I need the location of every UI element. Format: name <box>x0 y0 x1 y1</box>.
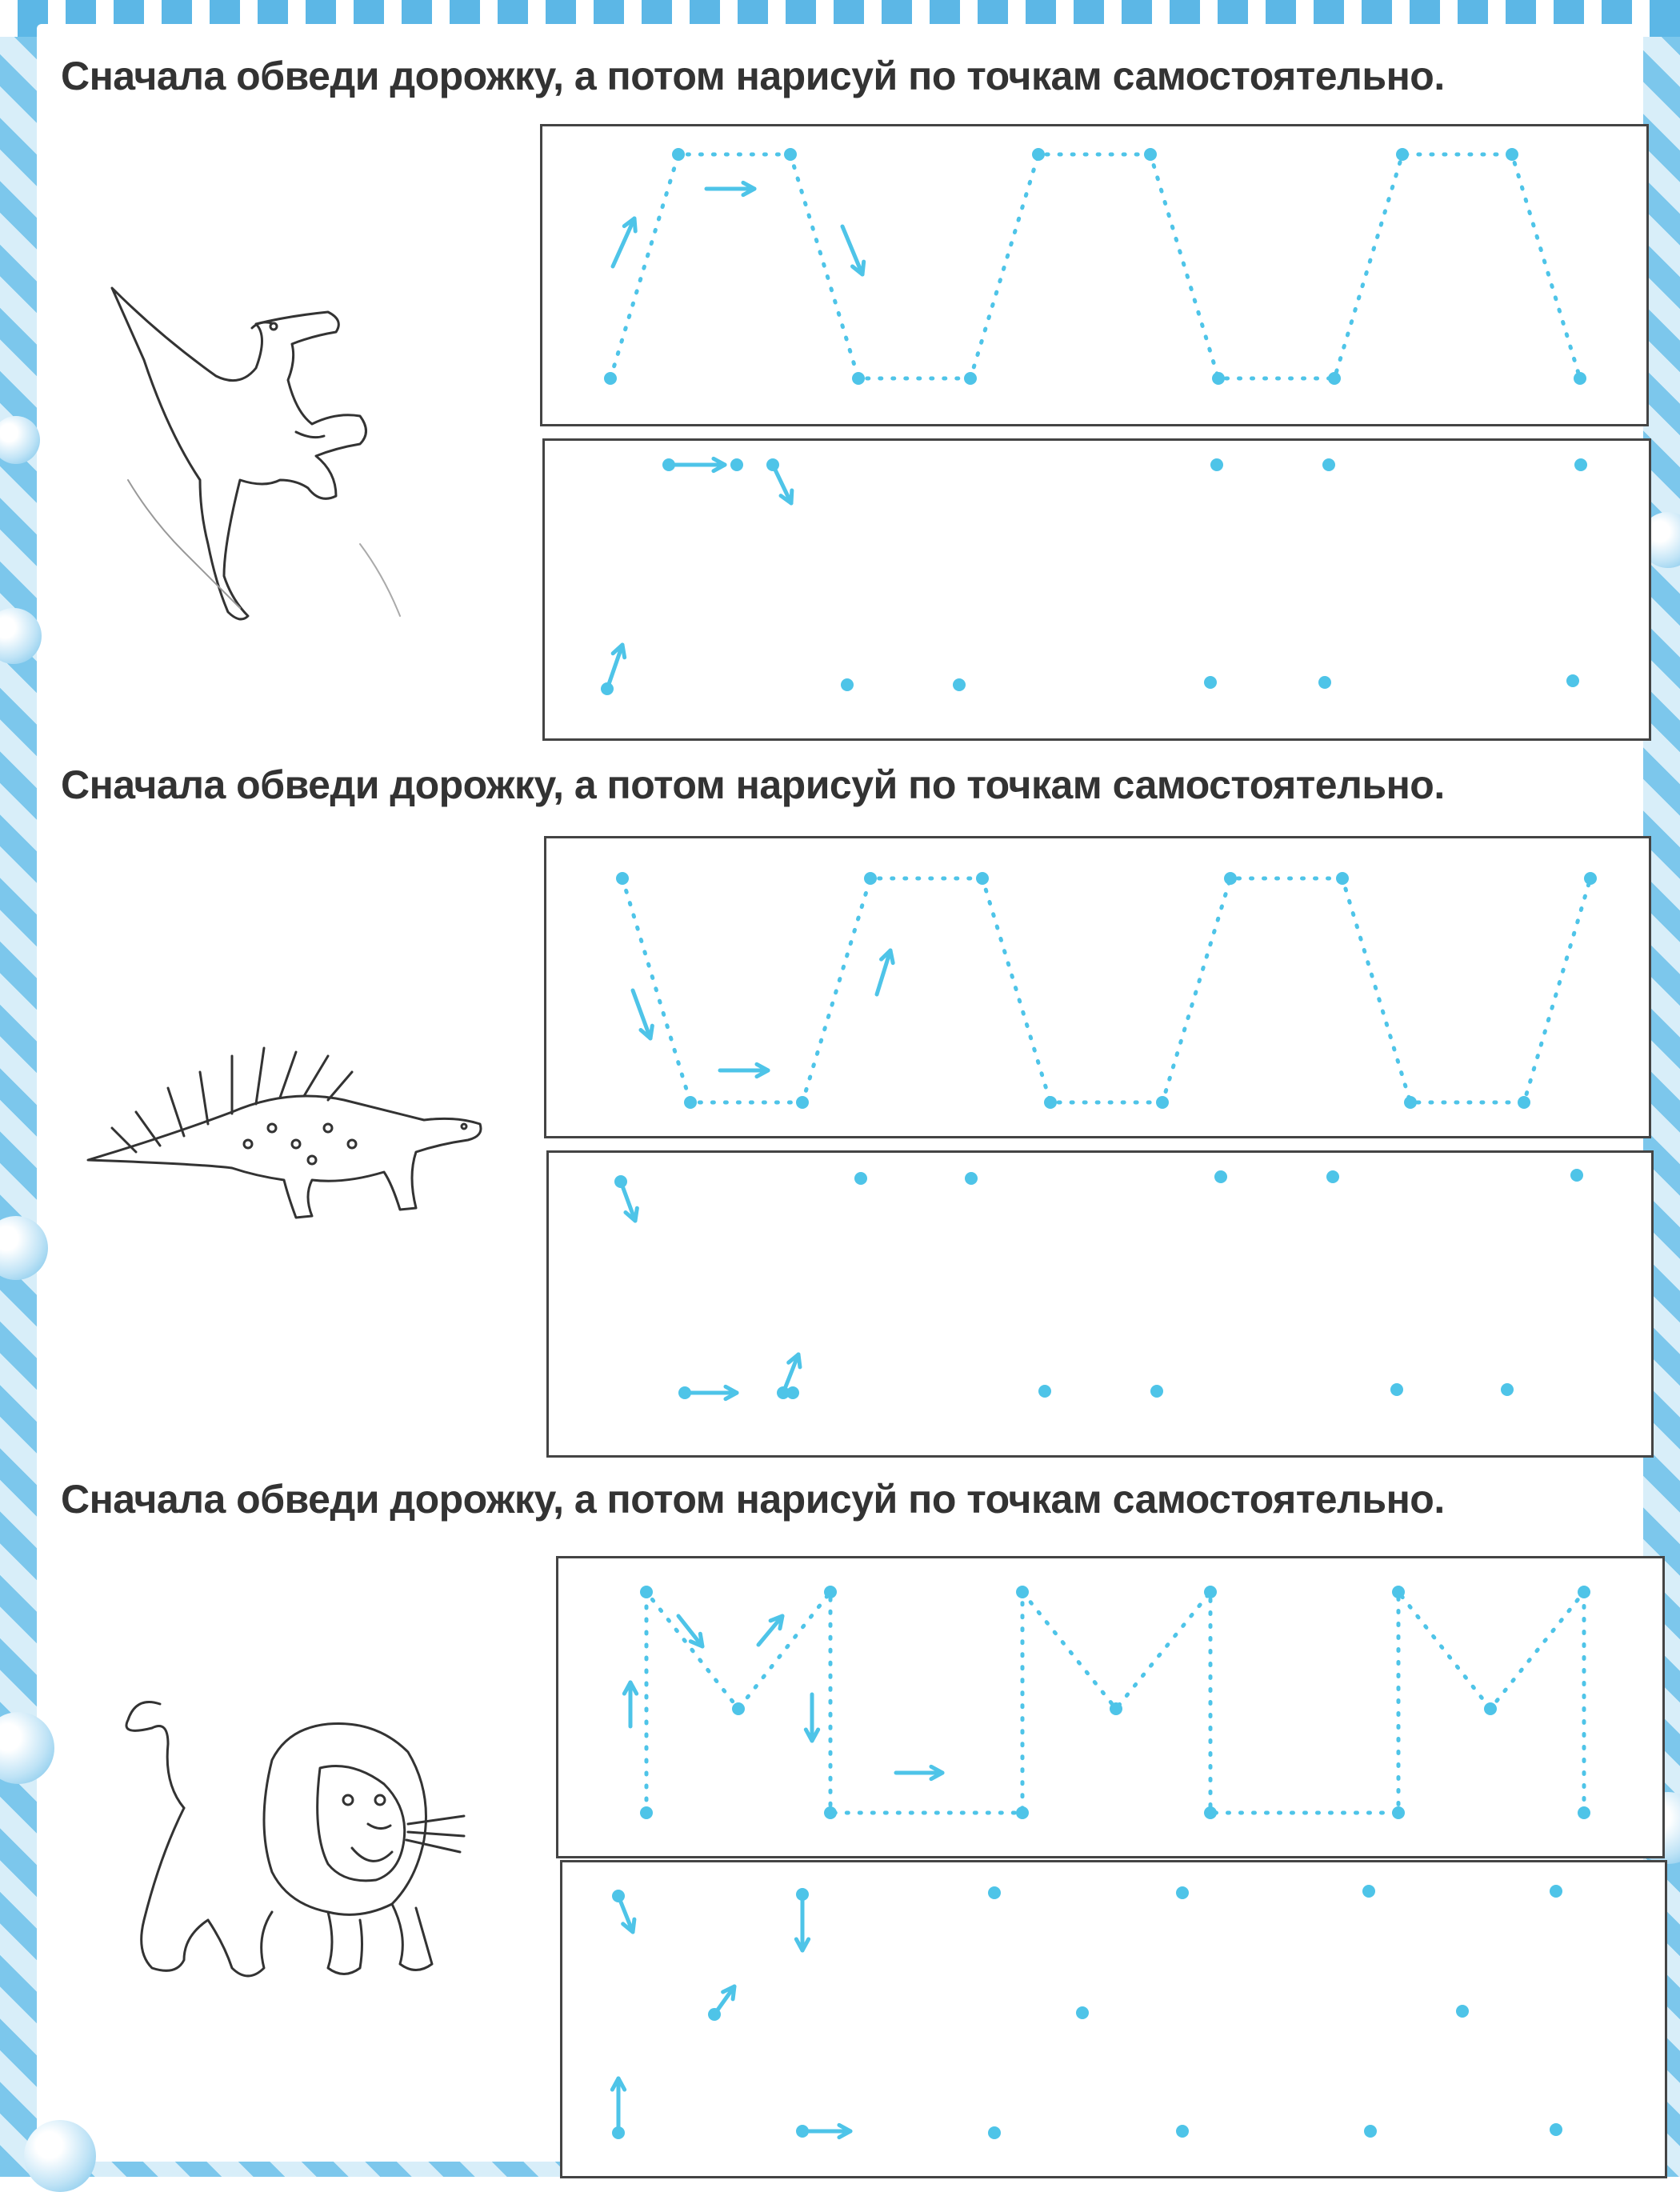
guide-dot <box>1318 676 1331 689</box>
guide-dot <box>1044 1096 1057 1109</box>
trace-panel-1[interactable] <box>540 124 1649 426</box>
guide-dot <box>852 372 865 385</box>
guide-dot <box>784 148 797 161</box>
guide-dot <box>988 2126 1001 2139</box>
instruction-text: Сначала обведи дорожку, а потом нарисуй по точкам самостоятельно. <box>61 762 1445 807</box>
guide-dot <box>732 1702 745 1715</box>
guide-dot <box>1570 1169 1583 1182</box>
guide-dot <box>1016 1806 1029 1819</box>
raptor-illustration <box>96 240 448 656</box>
guide-dot <box>854 1172 867 1185</box>
lion-illustration <box>88 1680 536 2000</box>
guide-dot <box>1204 1586 1217 1598</box>
guide-dot <box>1578 1806 1590 1819</box>
guide-dot <box>1328 372 1341 385</box>
practice-panel-3[interactable] <box>560 1860 1667 2178</box>
guide-dot <box>1224 872 1237 885</box>
guide-dot <box>1156 1096 1169 1109</box>
guide-dot <box>824 1586 837 1598</box>
trace-panel-3[interactable] <box>556 1556 1665 1858</box>
guide-dot <box>953 678 966 691</box>
guide-dot <box>1150 1385 1163 1398</box>
instruction-text: Сначала обведи дорожку, а потом нарисуй по точкам самостоятельно. <box>61 1477 1445 1522</box>
practice-panel-2[interactable] <box>546 1150 1654 1458</box>
guide-dot <box>1404 1096 1417 1109</box>
guide-dot <box>965 1172 978 1185</box>
guide-dot <box>1396 148 1409 161</box>
guide-dot <box>1212 372 1225 385</box>
guide-dot <box>1518 1096 1530 1109</box>
guide-dot <box>684 1096 697 1109</box>
guide-dot <box>640 1806 653 1819</box>
trace-panel-2[interactable] <box>544 836 1651 1138</box>
guide-dot <box>1016 1586 1029 1598</box>
guide-dot <box>1584 872 1597 885</box>
decor-bubble <box>24 2120 96 2192</box>
guide-dot <box>640 1586 653 1598</box>
guide-dot <box>1574 372 1586 385</box>
guide-dot <box>1076 2006 1089 2019</box>
guide-dot <box>1032 148 1045 161</box>
guide-dot <box>1362 1885 1375 1898</box>
guide-dot <box>1484 1702 1497 1715</box>
guide-dot <box>864 872 877 885</box>
guide-dot <box>1550 1885 1562 1898</box>
guide-dot <box>976 872 989 885</box>
guide-dot <box>1326 1170 1339 1183</box>
guide-dot <box>1506 148 1518 161</box>
guide-dot <box>1501 1383 1514 1396</box>
guide-dot <box>1176 1886 1189 1899</box>
guide-dot <box>1578 1586 1590 1598</box>
instruction-text: Сначала обведи дорожку, а потом нарисуй по точкам самостоятельно. <box>61 54 1445 98</box>
guide-dot <box>988 1886 1001 1899</box>
guide-dot <box>730 458 743 471</box>
guide-dot <box>841 678 854 691</box>
guide-dot <box>1392 1806 1405 1819</box>
guide-dot <box>964 372 977 385</box>
dotted-trace-line <box>646 1592 1584 1813</box>
guide-dot <box>1364 2125 1377 2138</box>
guide-dot <box>1550 2123 1562 2136</box>
guide-dot <box>1322 458 1335 471</box>
guide-dot <box>672 148 685 161</box>
guide-dot <box>1144 148 1157 161</box>
guide-dot <box>1110 1702 1122 1715</box>
guide-dot <box>1210 458 1223 471</box>
guide-dot <box>1038 1385 1051 1398</box>
guide-dot <box>1204 1806 1217 1819</box>
guide-dot <box>1574 458 1587 471</box>
guide-dot <box>604 372 617 385</box>
guide-dot <box>1336 872 1349 885</box>
practice-panel-1[interactable] <box>542 438 1651 741</box>
guide-dot <box>1176 2125 1189 2138</box>
guide-dot <box>824 1806 837 1819</box>
guide-dot <box>1392 1586 1405 1598</box>
guide-dot <box>1456 2005 1469 2018</box>
kentrosaurus-illustration <box>72 1024 504 1232</box>
guide-dot <box>1214 1170 1227 1183</box>
guide-dot <box>616 872 629 885</box>
guide-dot <box>796 1096 809 1109</box>
guide-dot <box>1390 1383 1403 1396</box>
guide-dot <box>1566 674 1579 687</box>
guide-dot <box>1204 676 1217 689</box>
